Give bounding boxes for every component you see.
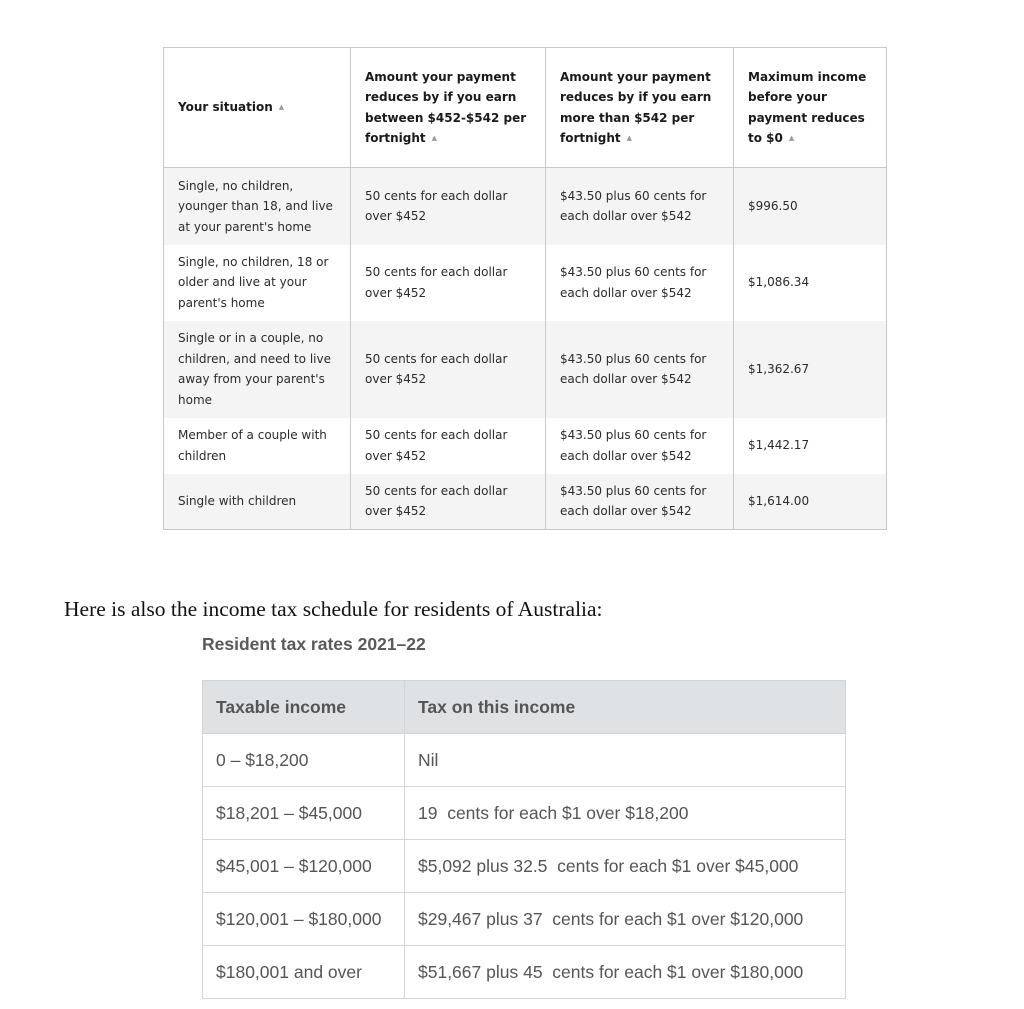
cell-reduction-high: $43.50 plus 60 cents for each dollar over $542 [546,321,734,418]
payment-reduction-table [163,47,887,530]
cell-taxable-income: $120,001 – $180,000 [203,893,405,946]
cell-situation: Member of a couple with children [164,418,351,474]
cell-taxable-income: $45,001 – $120,000 [203,840,405,893]
cell-reduction-high: $43.50 plus 60 cents for each dollar over $542 [546,168,734,245]
cell-reduction-high: $43.50 plus 60 cents for each dollar over $542 [546,418,734,474]
sort-icon[interactable]: ▲ [788,134,795,142]
cell-tax: 19 cents for each $1 over $18,200 [405,787,846,840]
table-row [164,321,887,418]
cell-reduction-low: 50 cents for each dollar over $452 [351,245,546,321]
cell-taxable-income: $180,001 and over [203,946,405,999]
cell-tax: $5,092 plus 32.5 cents for each $1 over $45,000 [405,840,846,893]
table-row [164,418,887,474]
sort-icon[interactable]: ▲ [626,134,633,142]
cell-max-income: $1,614.00 [734,474,887,530]
cell-situation: Single with children [164,474,351,530]
cell-max-income: $1,442.17 [734,418,887,474]
cell-reduction-low: 50 cents for each dollar over $452 [351,321,546,418]
cell-max-income: $1,086.34 [734,245,887,321]
header-reduction-low-band[interactable] [351,48,546,168]
table-row [203,946,846,999]
header-maximum-income[interactable] [734,48,887,168]
cell-situation: Single or in a couple, no children, and need to live away from your parent's home [164,321,351,418]
tax-table-header-row [203,681,846,734]
header-label: Maximum income before your payment reduces to $0 [748,69,867,145]
sort-icon[interactable]: ▲ [278,103,285,112]
cell-tax: $51,667 plus 45 cents for each $1 over $180,000 [405,946,846,999]
table-row [203,893,846,946]
header-label: Your situation [178,100,273,115]
cell-reduction-low: 50 cents for each dollar over $452 [351,418,546,474]
cell-tax: $29,467 plus 37 cents for each $1 over $120,000 [405,893,846,946]
cell-reduction-low: 50 cents for each dollar over $452 [351,168,546,245]
header-taxable-income: Taxable income [203,681,405,734]
sort-icon[interactable]: ▲ [431,134,438,142]
table-row [164,245,887,321]
header-label: Amount your payment reduces by if you earn between $452-$542 per fortnight [365,69,527,145]
cell-max-income: $1,362.67 [734,321,887,418]
cell-max-income: $996.50 [734,168,887,245]
intro-text: Here is also the income tax schedule for residents of Australia: [64,597,603,621]
cell-situation: Single, no children, 18 or older and live at your parent's home [164,245,351,321]
payment-table-header-row [164,48,887,168]
header-your-situation[interactable] [164,48,351,168]
cell-tax: Nil [405,734,846,787]
cell-reduction-high: $43.50 plus 60 cents for each dollar over $542 [546,474,734,530]
table-row [203,734,846,787]
table-row [164,474,887,530]
cell-taxable-income: 0 – $18,200 [203,734,405,787]
cell-taxable-income: $18,201 – $45,000 [203,787,405,840]
resident-tax-rates-table [202,680,846,999]
cell-reduction-low: 50 cents for each dollar over $452 [351,474,546,530]
table-row [203,840,846,893]
header-tax-on-income: Tax on this income [405,681,846,734]
table-row [203,787,846,840]
cell-reduction-high: $43.50 plus 60 cents for each dollar over $542 [546,245,734,321]
cell-situation: Single, no children, younger than 18, and live at your parent's home [164,168,351,245]
table-row [164,168,887,245]
header-label: Amount your payment reduces by if you earn more than $542 per fortnight [560,69,712,145]
tax-table-caption: Resident tax rates 2021–22 [202,634,426,654]
header-reduction-high-band[interactable] [546,48,734,168]
